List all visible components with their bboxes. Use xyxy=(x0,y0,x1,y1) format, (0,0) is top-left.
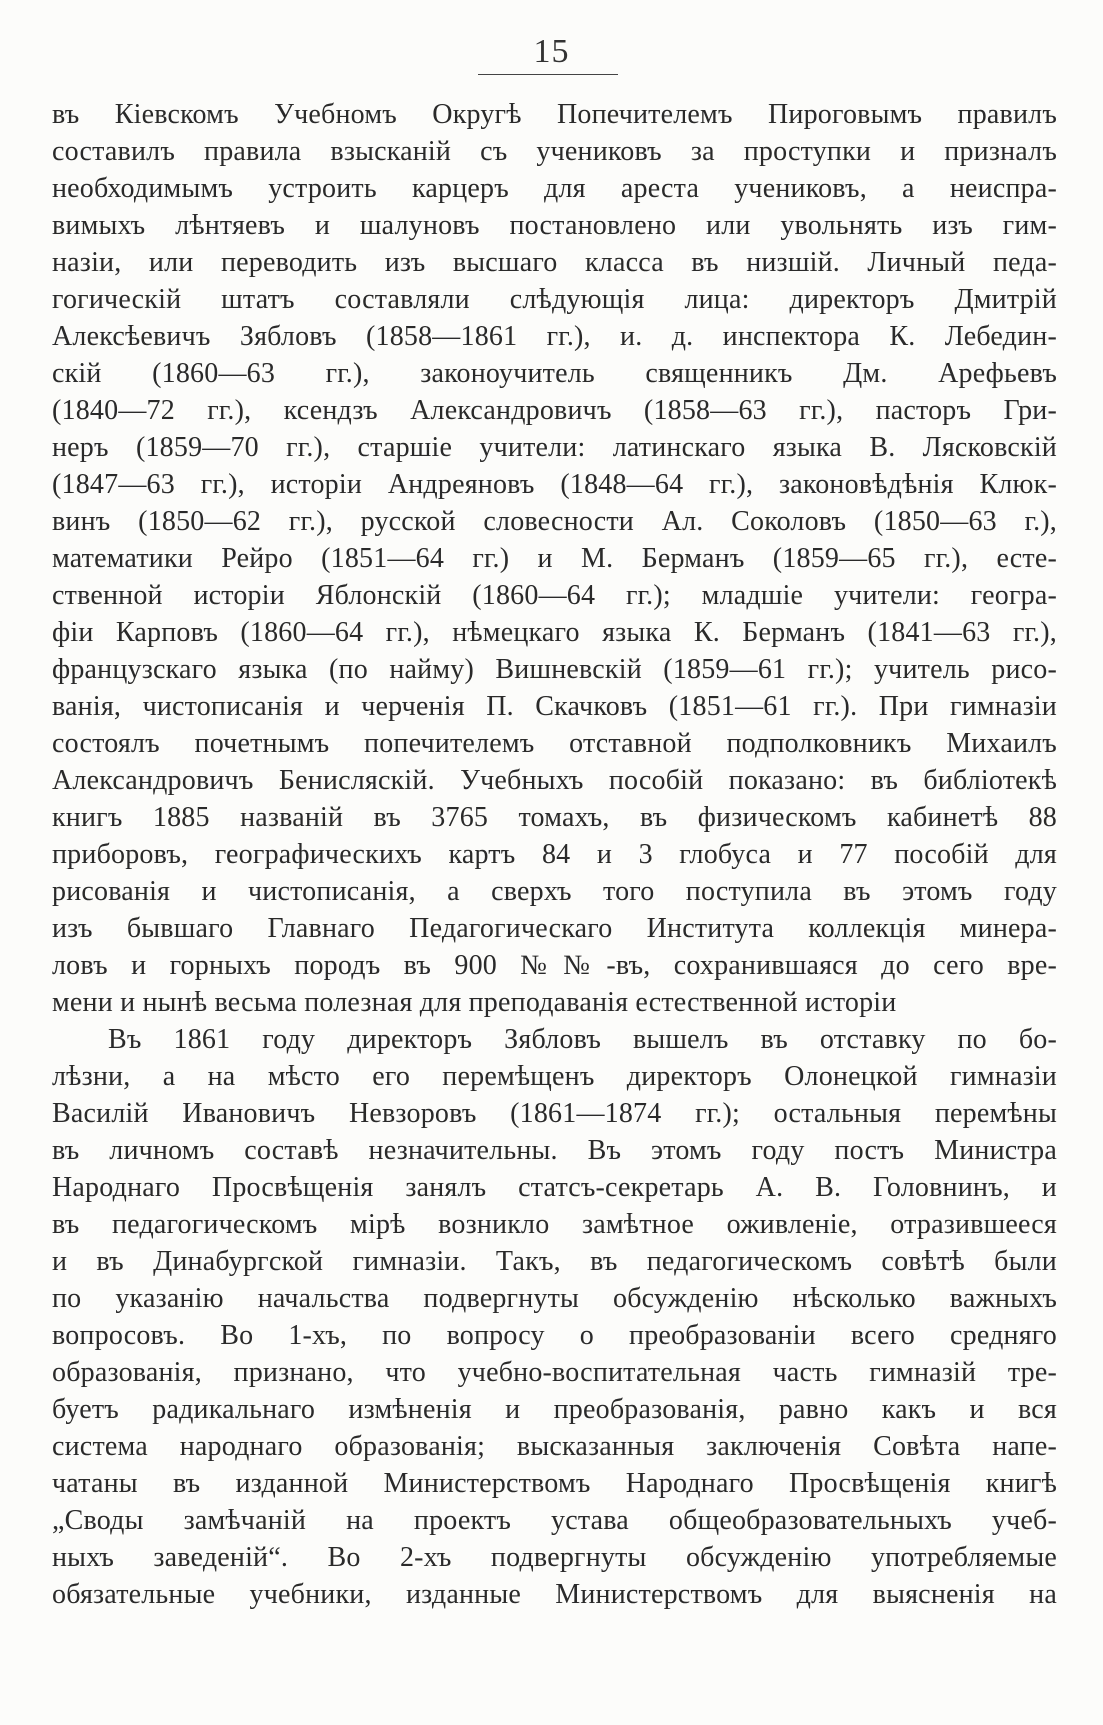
text-line: фіи Карповъ (1860—64 гг.), нѣмецкаго языка К. Берманъ (1841—63 гг.), xyxy=(52,617,1057,648)
text-line: рисованія и чистописанія, а сверхъ того поступила въ этомъ году xyxy=(52,876,1057,907)
text-line: мени и нынѣ весьма полезная для преподаванія естественной исторіи xyxy=(52,987,897,1018)
text-line: изъ бывшаго Главнаго Педагогическаго Института коллекція минера- xyxy=(52,913,1057,944)
text-line: буетъ радикальнаго измѣненія и преобразованія, равно какъ и вся xyxy=(52,1394,1057,1425)
text-line: состоялъ почетнымъ попечителемъ отставной подполковникъ Михаилъ xyxy=(52,728,1057,759)
text-line: ныхъ заведеній“. Во 2-хъ подвергнуты обсужденію употребляемые xyxy=(52,1542,1057,1573)
text-line: математики Рейро (1851—64 гг.) и М. Берманъ (1859—65 гг.), есте- xyxy=(52,543,1057,574)
text-line: вимыхъ лѣнтяевъ и шалуновъ постановлено или увольнять изъ гим- xyxy=(52,210,1057,241)
text-line: назіи, или переводить изъ высшаго класса въ низшій. Личный педа- xyxy=(52,247,1057,278)
text-line: вопросовъ. Во 1-хъ, по вопросу о преобразованіи всего средняго xyxy=(52,1320,1057,1351)
text-line: лѣзни, а на мѣсто его перемѣщенъ директоръ Олонецкой гимназіи xyxy=(52,1061,1057,1092)
text-line: необходимымъ устроить карцеръ для ареста учениковъ, а неиспра- xyxy=(52,173,1057,204)
text-line: (1840—72 гг.), ксендзъ Александровичъ (1858—63 гг.), пасторъ Гри- xyxy=(52,395,1057,426)
text-line: въ педагогическомъ мірѣ возникло замѣтное оживленіе, отразившееся xyxy=(52,1209,1057,1240)
text-line: ловъ и горныхъ породъ въ 900 №№-въ, сохранившаяся до сего вре- xyxy=(52,950,1057,981)
page-number: 15 xyxy=(533,33,570,70)
text-line: и въ Динабургской гимназіи. Такъ, въ педагогическомъ совѣтѣ были xyxy=(52,1246,1057,1277)
text-line: скій (1860—63 гг.), законоучитель священникъ Дм. Арефьевъ xyxy=(52,358,1057,389)
text-line: система народнаго образованія; высказанныя заключенія Совѣта напе- xyxy=(52,1431,1057,1462)
text-line: Народнаго Просвѣщенія занялъ статсъ-секретарь А. В. Головнинъ, и xyxy=(52,1172,1057,1203)
body-text xyxy=(52,96,1057,1613)
text-line: по указанію начальства подвергнуты обсужденію нѣсколько важныхъ xyxy=(52,1283,1057,1314)
text-line: Алексѣевичъ Зябловъ (1858—1861 гг.), и. д. инспектора К. Лебедин- xyxy=(52,321,1057,352)
text-line: чатаны въ изданной Министерствомъ Народнаго Просвѣщенія книгѣ xyxy=(52,1468,1057,1499)
text-line: приборовъ, географическихъ картъ 84 и 3 глобуса и 77 пособій для xyxy=(52,839,1057,870)
text-line: неръ (1859—70 гг.), старшіе учители: латинскаго языка В. Лясковскій xyxy=(52,432,1057,463)
text-line: винъ (1850—62 гг.), русской словесности Ал. Соколовъ (1850—63 г.), xyxy=(52,506,1057,537)
text-line: (1847—63 гг.), исторіи Андреяновъ (1848—64 гг.), законовѣдѣнія Клюк- xyxy=(52,469,1057,500)
text-line: „Своды замѣчаній на проектъ устава общеобразовательныхъ учеб- xyxy=(52,1505,1057,1536)
paragraph xyxy=(52,96,1057,1021)
text-line: Василій Ивановичъ Невзоровъ (1861—1874 гг.); остальныя перемѣны xyxy=(52,1098,1057,1129)
text-line: Въ 1861 году директоръ Зябловъ вышелъ въ отставку по бо- xyxy=(108,1024,1057,1055)
text-line: въ Кіевскомъ Учебномъ Округѣ Попечителемъ Пироговымъ правилъ xyxy=(52,99,1057,130)
text-line: французскаго языка (по найму) Вишневскій (1859—61 гг.); учитель рисо- xyxy=(52,654,1057,685)
text-line: въ личномъ составѣ незначительны. Въ этомъ году постъ Министра xyxy=(52,1135,1057,1166)
text-line: образованія, признано, что учебно-воспитательная часть гимназій тре- xyxy=(52,1357,1057,1388)
text-line: ственной исторіи Яблонскій (1860—64 гг.); младшіе учители: геогра- xyxy=(52,580,1057,611)
text-line: книгъ 1885 названій въ 3765 томахъ, въ физическомъ кабинетѣ 88 xyxy=(52,802,1057,833)
text-line: обязательные учебники, изданные Министерствомъ для выясненія на xyxy=(52,1579,1057,1610)
text-line: гогическій штатъ составляли слѣдующія лица: директоръ Дмитрій xyxy=(52,284,1057,315)
paragraph xyxy=(52,1021,1057,1613)
text-line: ванія, чистописанія и черченія П. Скачковъ (1851—61 гг.). При гимназіи xyxy=(52,691,1057,722)
page-number-rule xyxy=(478,74,618,75)
text-line: Александровичъ Бенисляскій. Учебныхъ пособій показано: въ библіотекѣ xyxy=(52,765,1057,796)
text-line: составилъ правила взысканій съ учениковъ за проступки и призналъ xyxy=(52,136,1057,167)
